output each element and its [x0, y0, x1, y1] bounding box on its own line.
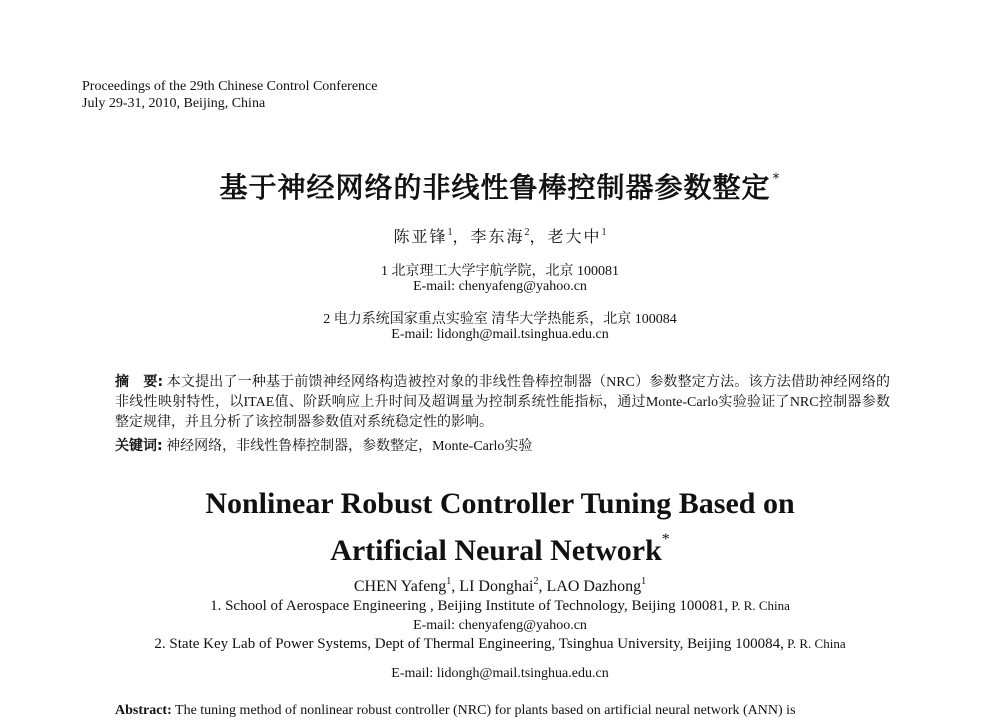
chinese-abstract — [115, 372, 890, 433]
chinese-abstract-text: 本文提出了一种基于前馈神经网络构造被控对象的非线性鲁棒控制器（NRC）参数整定方法。该方法借助神经网络的非线性映射特性，以ITAE值、阶跃响应上升时间及超调量为控制系统性能指标，通过Monte-Carlo实验验证了NRC控制器参数整定规律，并且分析了该控制器参数值对系统稳定性的影响。 — [115, 375, 890, 430]
chinese-keywords-text: 神经网络，非线性鲁棒控制器，参数整定，Monte-Carlo实验 — [162, 439, 533, 454]
chinese-email-2: E-mail: lidongh@mail.tsinghua.edu.cn — [391, 327, 609, 342]
chinese-email-1: E-mail: chenyafeng@yahoo.cn — [413, 279, 587, 294]
english-abstract-text: The tuning method of nonlinear robust controller (NRC) for plants based on artificial neural network (ANN) is — [171, 703, 796, 718]
chinese-affiliation-2: 2 电力系统国家重点实验室 清华大学热能系，北京 100084 — [323, 312, 677, 327]
chinese-keywords — [115, 436, 890, 457]
english-title-line-2-text: Artificial Neural Network — [330, 534, 662, 567]
english-title-footnote-mark: * — [661, 531, 670, 548]
chinese-author: 李东海$^2$， — [470, 227, 548, 246]
english-abstract-label: Abstract: — [115, 703, 172, 718]
proceedings-date-location: July 29-31, 2010, Beijing, China — [82, 96, 266, 111]
chinese-author: 陈亚锋$^1$， — [393, 227, 471, 246]
english-author: LI Donghai$^2$, — [459, 576, 547, 595]
chinese-affiliation-1: 1 北京理工大学宇航学院，北京 100081 — [381, 264, 619, 279]
english-affiliation-2: 2. State Key Lab of Power Systems, Dept of Thermal Engineering, Tsinghua University, Beijing 100084, P. R. China — [154, 636, 846, 652]
chinese-author: 老大中$^1$ — [547, 227, 607, 246]
proceedings-name: Proceedings of the 29th Chinese Control Conference — [82, 79, 378, 94]
english-author: CHEN Yafeng$^1$, — [353, 576, 460, 595]
proceedings-header — [82, 78, 377, 112]
english-authors — [0, 576, 1000, 596]
chinese-title — [0, 166, 1000, 206]
english-author: LAO Dazhong$^1$ — [546, 576, 647, 595]
english-email-1: E-mail: chenyafeng@yahoo.cn — [413, 618, 587, 633]
english-title-line-1: Nonlinear Robust Controller Tuning Based on — [205, 487, 795, 520]
chinese-keywords-label: 关键词: — [115, 438, 163, 454]
english-affiliation-1: 1. School of Aerospace Engineering , Beijing Institute of Technology, Beijing 100081, P. R. China — [210, 598, 790, 614]
chinese-title-footnote-mark: * — [772, 171, 781, 187]
chinese-abstract-label: 摘 要: — [115, 374, 164, 390]
chinese-title-text: 基于神经网络的非线性鲁棒控制器参数整定 — [219, 171, 771, 204]
english-title-line-2 — [0, 522, 1000, 569]
english-abstract — [115, 701, 890, 721]
english-email-2: E-mail: lidongh@mail.tsinghua.edu.cn — [391, 666, 609, 681]
chinese-authors — [0, 224, 1000, 247]
